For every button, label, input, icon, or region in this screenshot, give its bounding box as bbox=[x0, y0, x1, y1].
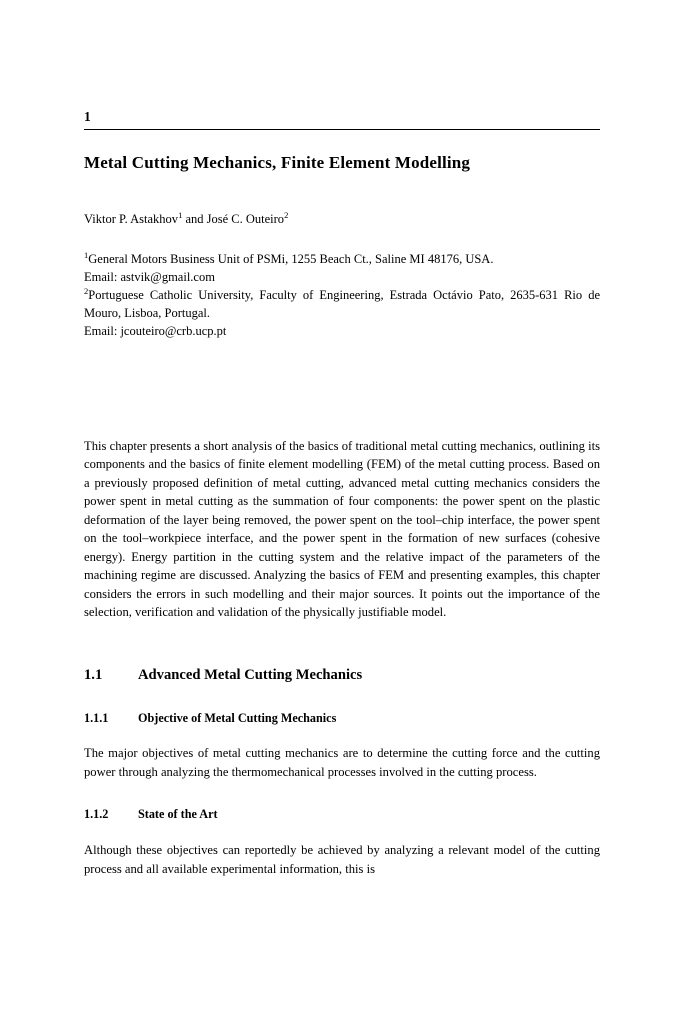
section-title-1-1: Advanced Metal Cutting Mechanics bbox=[138, 666, 363, 683]
affiliation-1-email: Email: astvik@gmail.com bbox=[84, 270, 215, 285]
author-affiliation-marker-1: 1 bbox=[178, 209, 183, 220]
abstract-paragraph: This chapter presents a short analysis of the basics of traditional metal cutting mechanics, outlining its components and the basics of finite element modelling (FEM) of the metal cutting process. Based on a previously proposed definition of metal cutting, advanced metal cutting mechanics considers the power spent in metal cutting as the summation of four components: the power spent on the plastic deformation of the layer being removed, the power spent on the tool–chip interface, the power spent on the tool–workpiece interface, and the power spent in the formation of new surfaces (cohesive energy). Energy partition in the cutting system and the relative impact of the parameters of the machining regime are discussed. Analyzing the basics of FEM and presenting examples, this chapter considers the errors in such modelling and their major sources. It points out the importance of the selection, verification and validation of the physically justifiable model. bbox=[84, 438, 600, 620]
paragraph-1-1-2: Although these objectives can reportedly be achieved by analyzing a relevant model of the cutting process and all available experimental information, this is bbox=[84, 843, 600, 876]
section-heading-1-1-1 bbox=[84, 711, 600, 727]
chapter-number: 1 bbox=[84, 109, 91, 124]
section-heading-1-1-2 bbox=[84, 807, 600, 823]
affiliation-1-text: General Motors Business Unit of PSMi, 1255 Beach Ct., Saline MI 48176, USA. bbox=[88, 251, 494, 266]
section-heading-1-1 bbox=[84, 666, 600, 685]
affiliation-marker-1: 1 bbox=[84, 249, 89, 260]
section-number-1-1: 1.1 bbox=[84, 666, 103, 683]
affiliations-block bbox=[84, 250, 600, 341]
author-name-2: José C. Outeiro bbox=[206, 212, 285, 227]
author-affiliation-marker-2: 2 bbox=[284, 209, 289, 220]
affiliation-2 bbox=[84, 286, 600, 322]
author-name-1: Viktor P. Astakhov bbox=[84, 212, 179, 227]
page-content bbox=[84, 110, 600, 878]
affiliation-1 bbox=[84, 250, 600, 268]
affiliation-2-email: Email: jcouteiro@crb.ucp.pt bbox=[84, 324, 227, 339]
section-title-1-1-1: Objective of Metal Cutting Mechanics bbox=[138, 710, 337, 725]
section-number-1-1-2: 1.1.2 bbox=[84, 807, 109, 822]
author-conjunction: and bbox=[182, 212, 207, 227]
chapter-title: Metal Cutting Mechanics, Finite Element Modelling bbox=[84, 152, 471, 172]
header-divider bbox=[84, 129, 600, 130]
section-title-1-1-2: State of the Art bbox=[138, 807, 218, 822]
paragraph-1-1-1: The major objectives of metal cutting mechanics are to determine the cutting force and the cutting power through analyzing the thermomechanical processes involved in the cutting process. bbox=[84, 746, 600, 779]
section-number-1-1-1: 1.1.1 bbox=[84, 710, 109, 725]
affiliation-marker-2: 2 bbox=[84, 286, 89, 297]
author-line bbox=[84, 211, 600, 228]
affiliation-2-text: Portuguese Catholic University, Faculty of Engineering, Estrada Octávio Pato, 2635-631 Rio de Mouro, Lisboa, Portugal. bbox=[84, 288, 600, 321]
